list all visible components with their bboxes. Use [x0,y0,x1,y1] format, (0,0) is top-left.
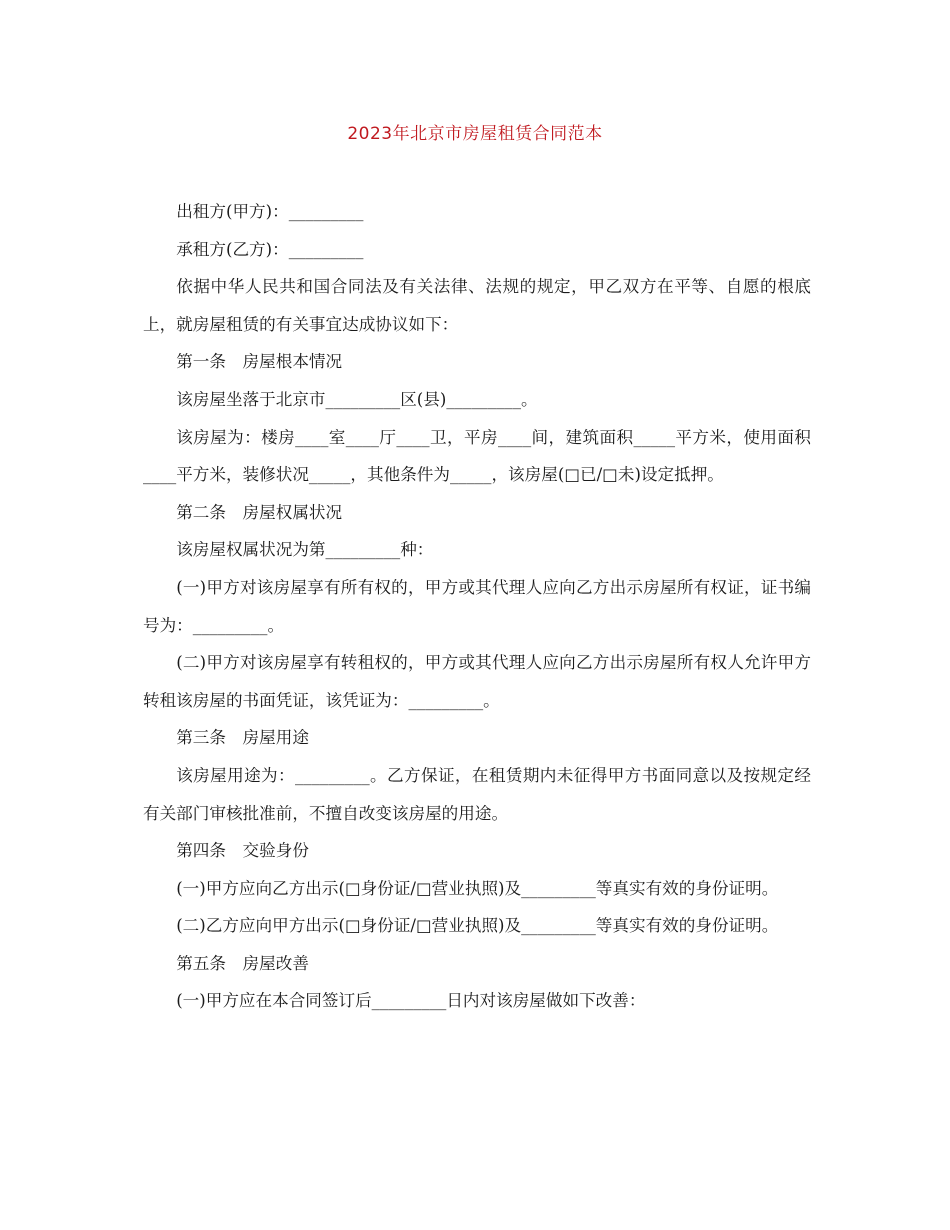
paragraph-usage: 该房屋用途为：_________。乙方保证，在租赁期内未征得甲方书面同意以及按规定经有关部门审核批准前，不擅自改变该房屋的用途。 [143,765,811,823]
paragraph-lessor: 出租方(甲方)：_________ [176,202,364,221]
paragraph-identity-1: (一)甲方应向乙方出示(□身份证/□营业执照)及_________等真实有效的身份证明。 [176,878,779,898]
paragraph-location: 该房屋坐落于北京市_________区(县)_________。 [176,389,538,409]
paragraph-ownership-1: (一)甲方对该房屋享有所有权的，甲方或其代理人应向乙方出示房屋所有权证，证书编号为：_________。 [143,577,811,635]
article-heading-4: 第四条 交验身份 [176,841,309,861]
document-body [143,193,811,1020]
paragraph-ownership-2: (二)甲方对该房屋享有转租权的，甲方或其代理人应向乙方出示房屋所有权人允许甲方转租该房屋的书面凭证，该凭证为：_________。 [143,653,811,710]
paragraph-improvement-1: (一)甲方应在本合同签订后_________日内对该房屋做如下改善： [176,991,646,1011]
paragraph-lessee: 承租方(乙方)：_________ [176,239,364,259]
paragraph-preamble: 依据中华人民共和国合同法及有关法律、法规的规定，甲乙双方在平等、自愿的根底上，就房屋租赁的有关事宜达成协议如下： [143,277,811,334]
document-title: 2023年北京市房屋租赁合同范本 [347,124,603,144]
article-heading-3: 第三条 房屋用途 [176,728,309,748]
article-heading-1: 第一条 房屋根本情况 [176,352,343,372]
paragraph-ownership-type: 该房屋权属状况为第_________种： [176,540,434,560]
paragraph-identity-2: (二)乙方应向甲方出示(□身份证/□营业执照)及_________等真实有效的身份证明。 [176,916,779,936]
article-heading-2: 第二条 房屋权属状况 [176,502,343,522]
article-heading-5: 第五条 房屋改善 [176,953,309,973]
paragraph-house-details: 该房屋为：楼房____室____厅____卫，平房____间，建筑面积_____平方米，使用面积 ____平方米，装修状况_____，其他条件为_____，该房屋(□已/□未)设定抵押。 [143,427,811,485]
